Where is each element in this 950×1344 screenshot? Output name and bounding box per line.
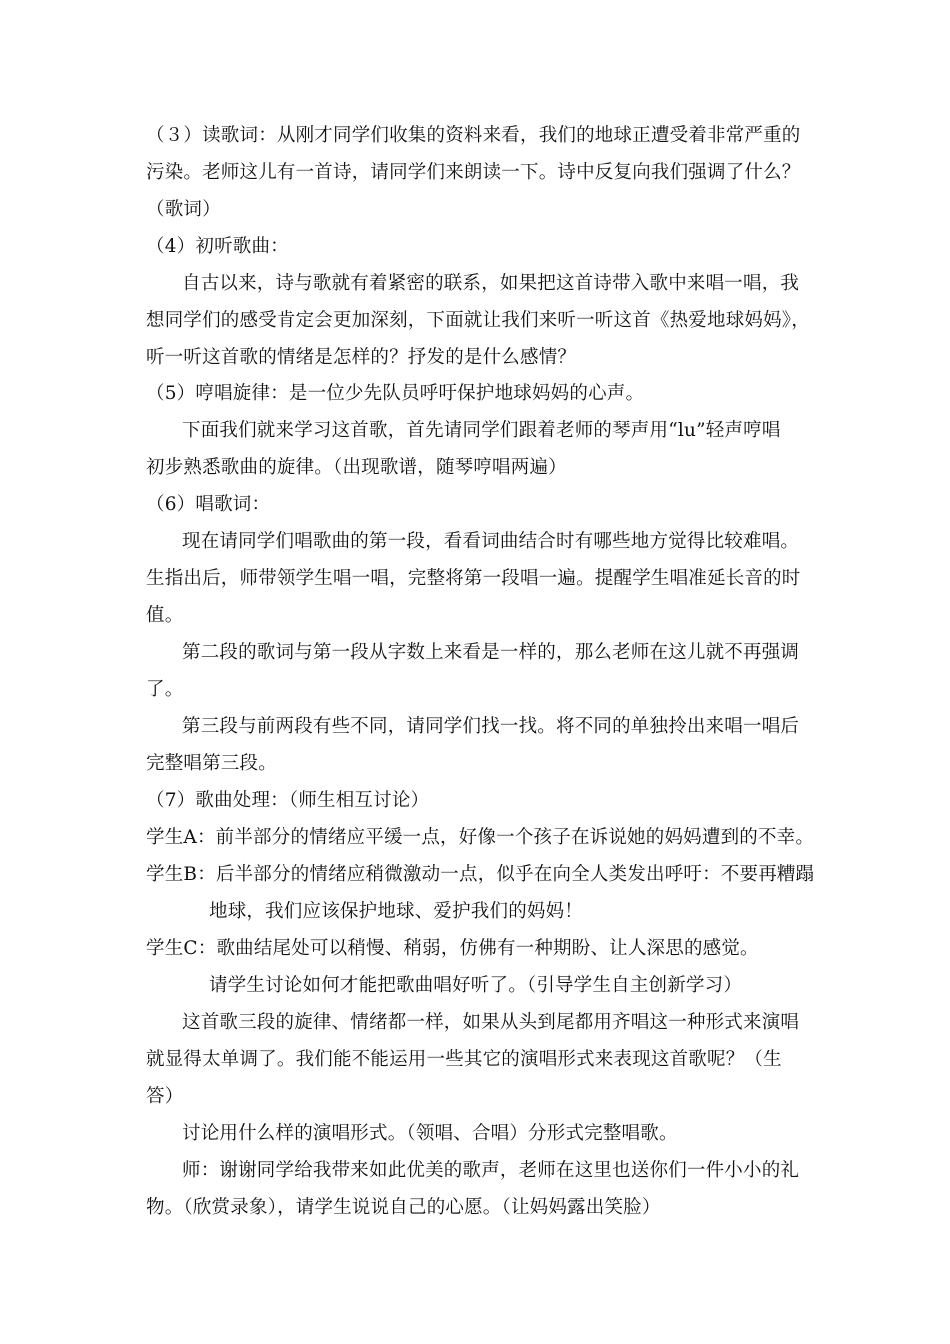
text-line: 值。: [146, 605, 184, 626]
text-line: 这首歌三段的旋律、情绪都一样，如果从头到尾都用齐唱这一种形式来演唱: [182, 1012, 800, 1033]
text-line: 学生A：前半部分的情绪应平缓一点，好像一个孩子在诉说她的妈妈遭到的不幸。: [146, 827, 815, 848]
text-line: 自古以来，诗与歌就有着紧密的联系，如果把这首诗带入歌中来唱一唱，我: [182, 273, 800, 294]
text-line: 讨论用什么样的演唱形式。（领唱、合唱）分形式完整唱歌。: [182, 1123, 678, 1144]
text-line: 请学生讨论如何才能把歌曲唱好听了。（引导学生自主创新学习）: [209, 975, 743, 996]
text-line: 师：谢谢同学给我带来如此优美的歌声，老师在这里也送你们一件小小的礼: [182, 1160, 800, 1181]
text-line: 污染。老师这儿有一首诗，请同学们来朗读一下。诗中反复向我们强调了什么？: [146, 162, 801, 183]
text-line: 下面我们就来学习这首歌，首先请同学们跟着老师的琴声用“lu”轻声哼唱: [182, 420, 781, 441]
text-line: 生指出后，师带领学生唱一唱，完整将第一段唱一遍。提醒学生唱准延长音的时: [146, 568, 801, 589]
text-line: （7）歌曲处理：（师生相互讨论）: [146, 790, 430, 811]
text-line: 听一听这首歌的情绪是怎样的？抒发的是什么感情？: [146, 347, 577, 368]
text-line: 初步熟悉歌曲的旋律。（出现歌谱，随琴哼唱两遍）: [146, 457, 567, 478]
text-line: （３）读歌词：从刚才同学们收集的资料来看，我们的地球正遭受着非常严重的: [146, 125, 801, 146]
text-line: 第二段的歌词与第一段从字数上来看是一样的，那么老师在这儿就不再强调: [182, 642, 800, 663]
text-line: 答）: [146, 1086, 184, 1107]
text-line: 就显得太单调了。我们能不能运用一些其它的演唱形式来表现这首歌呢？（生: [146, 1049, 782, 1070]
text-line: （5）哼唱旋律：是一位少先队员呼吁保护地球妈妈的心声。: [146, 383, 645, 404]
text-line: 第三段与前两段有些不同，请同学们找一找。将不同的单独拎出来唱一唱后: [182, 716, 800, 737]
text-line: （4）初听歌曲：: [146, 236, 289, 257]
text-line: （歌词）: [146, 199, 221, 220]
text-line: 现在请同学们唱歌曲的第一段，看看词曲结合时有哪些地方觉得比较难唱。: [182, 531, 800, 552]
text-line: 学生B：后半部分的情绪应稍微激动一点，似乎在向全人类发出呼吁：不要再糟蹋: [146, 864, 815, 885]
text-line: 地球，我们应该保护地球、爱护我们的妈妈！: [209, 901, 584, 922]
text-line: 想同学们的感受肯定会更加深刻，下面就让我们来听一听这首《热爱地球妈妈》，: [146, 310, 810, 331]
text-line: 了。: [146, 679, 184, 700]
text-line: （6）唱歌词：: [146, 494, 271, 515]
text-line: 物。（欣赏录象），请学生说说自己的心愿。（让妈妈露出笑脸）: [146, 1197, 661, 1218]
text-line: 完整唱第三段。: [146, 753, 277, 774]
text-line: 学生C：歌曲结尾处可以稍慢、稍弱，仿佛有一种期盼、让人深思的感觉。: [146, 938, 759, 959]
